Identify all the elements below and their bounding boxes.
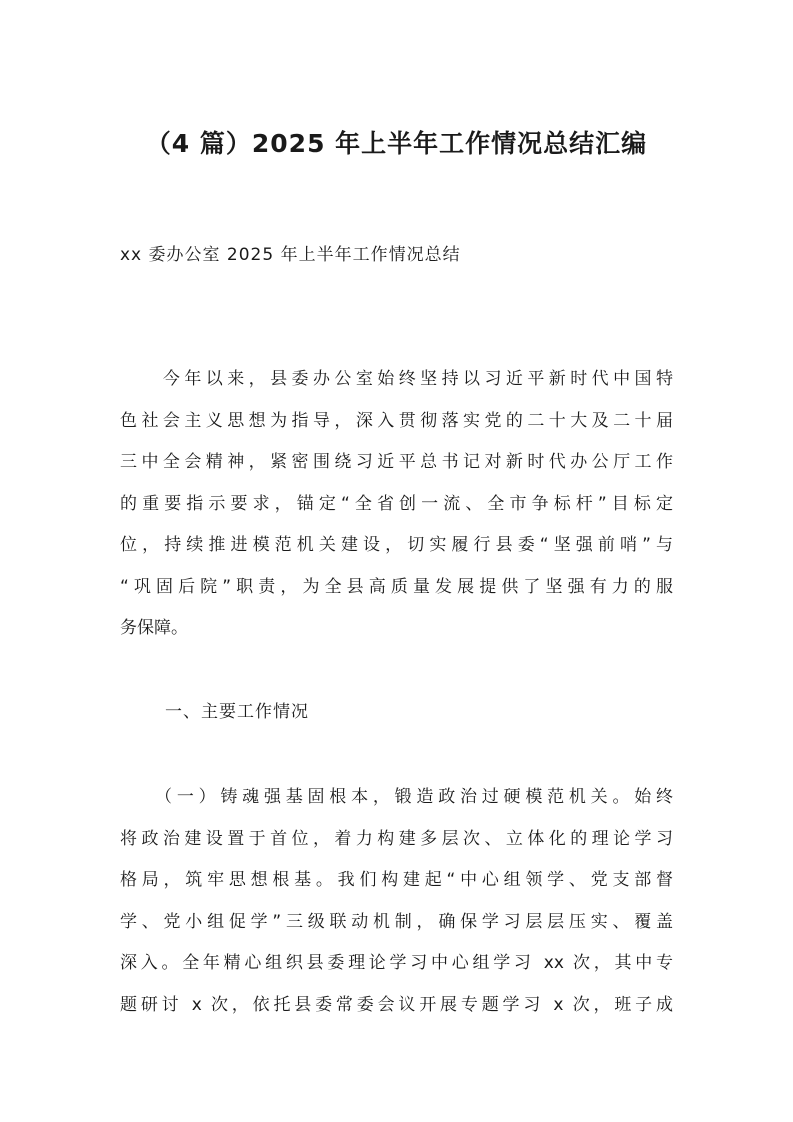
intro-paragraph xyxy=(120,359,673,650)
paragraph-line: 的重要指示要求，锚定“全省创一流、全市争标杆”目标定 xyxy=(120,493,673,514)
section-paragraph xyxy=(120,777,673,1026)
paragraph-line: 位，持续推进模范机关建设，切实履行县委“坚强前哨”与 xyxy=(120,535,673,555)
paragraph-line: 题研讨 x 次，依托县委常委会议开展专题学习 x 次，班子成 xyxy=(120,994,673,1015)
paragraph-line: 色社会主义思想为指导，深入贯彻落实党的二十大及二十届 xyxy=(120,410,673,431)
paragraph-line: 将政治建设置于首位，着力构建多层次、立体化的理论学习 xyxy=(120,828,673,849)
paragraph-line: 格局，筑牢思想根基。我们构建起“中心组领学、党支部督 xyxy=(120,870,673,890)
paragraph-line: 务保障。 xyxy=(120,618,188,638)
paragraph-line: 学、党小组促学”三级联动机制，确保学习层层压实、覆盖 xyxy=(120,911,673,932)
paragraph-line: 今年以来，县委办公室始终坚持以习近平新时代中国特 xyxy=(120,369,673,389)
paragraph-line: “巩固后院”职责，为全县高质量发展提供了坚强有力的服 xyxy=(120,576,673,597)
document-subtitle: xx 委办公室 2025 年上半年工作情况总结 xyxy=(120,245,461,265)
paragraph-line: 深入。全年精心组织县委理论学习中心组学习 xx 次，其中专 xyxy=(120,953,673,973)
document-title: （4 篇）2025 年上半年工作情况总结汇编 xyxy=(145,129,648,158)
section-heading: 一、主要工作情况 xyxy=(165,702,309,722)
paragraph-line: （一）铸魂强基固根本，锻造政治过硬模范机关。始终 xyxy=(120,787,673,807)
paragraph-line: 三中全会精神，紧密围绕习近平总书记对新时代办公厅工作 xyxy=(120,452,673,472)
